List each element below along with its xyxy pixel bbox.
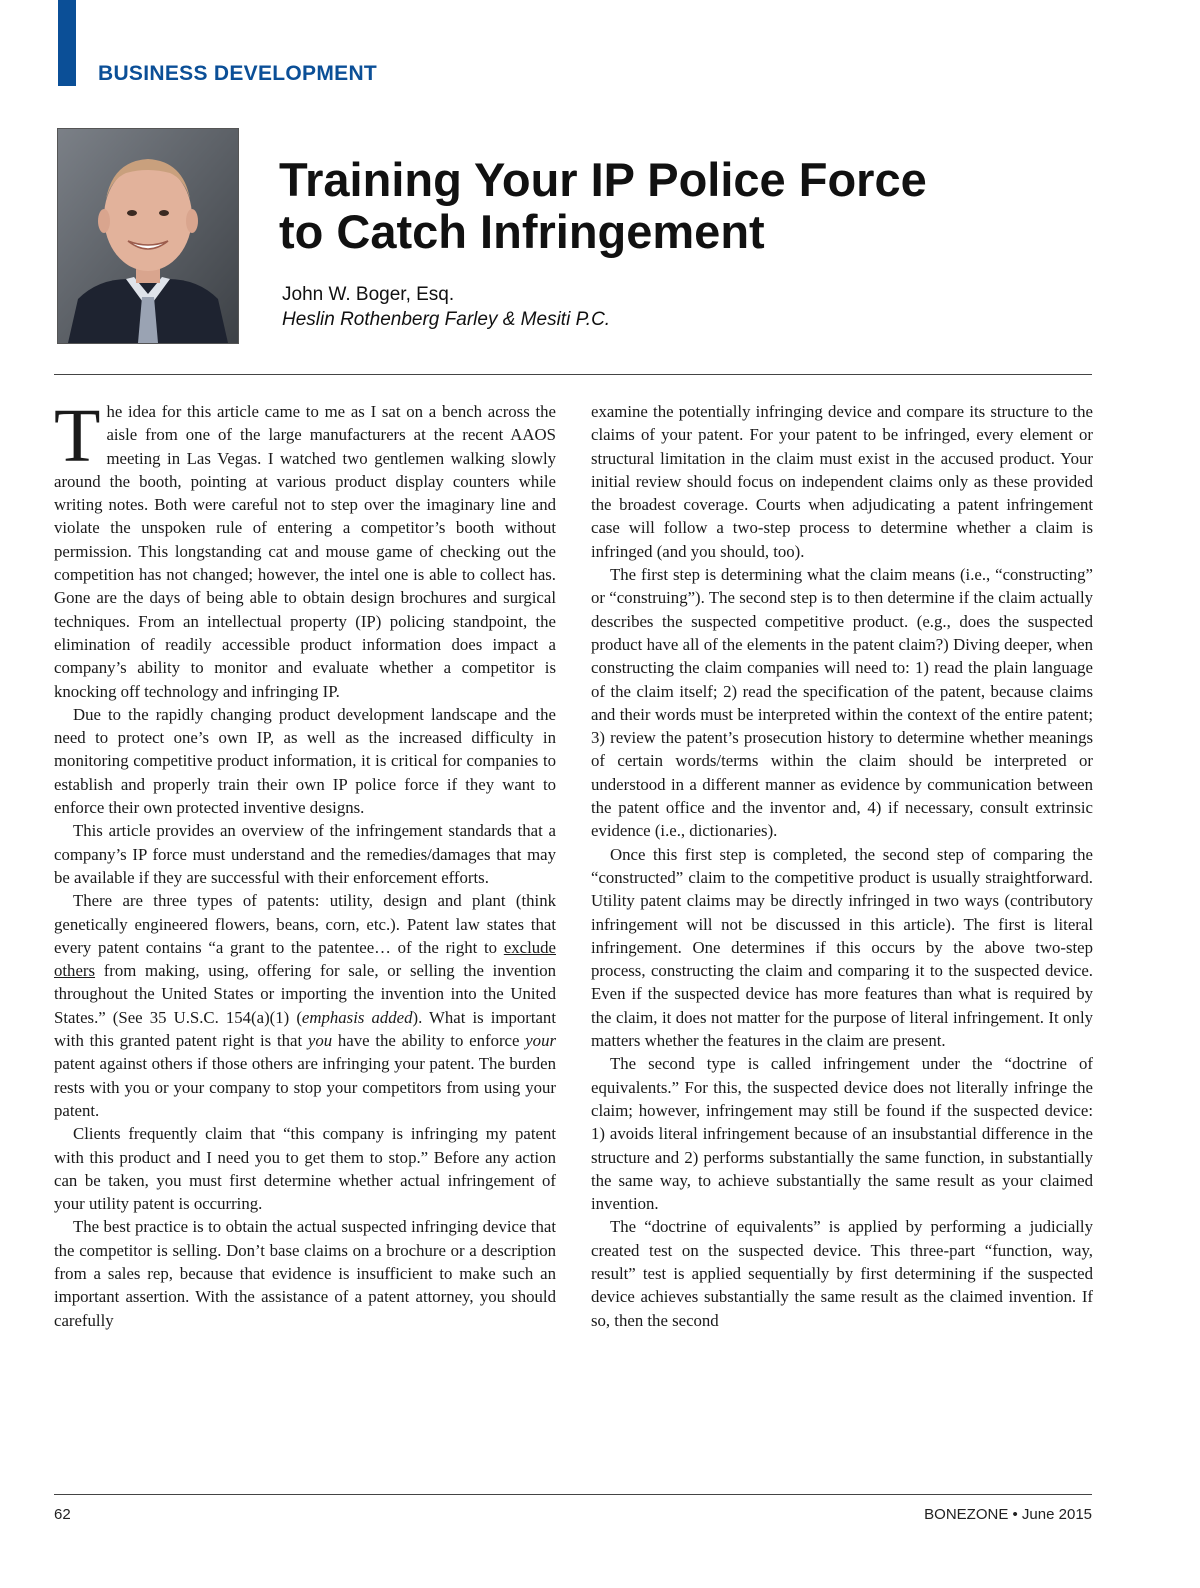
paragraph: Clients frequently claim that “this company is infringing my patent with this product and I need you to get them to stop.” Before any action can be taken, you must first determine whether actual infringement of your utility patent is occurring.	[54, 1124, 556, 1214]
right-column	[591, 400, 1093, 1332]
paragraph-text: There are three types of patents: utility, design and plant (think genetically engineered flowers, beans, corn, etc.). Patent law states that every patent contains “a grant to the patentee… of the right to	[54, 891, 556, 957]
paragraph-text: patent against others if those others are infringing your patent. The burden rests with you or your company to stop your competitors from using your patent.	[54, 1054, 556, 1120]
publication-info: BONEZONE • June 2015	[924, 1506, 1092, 1523]
left-column	[54, 394, 556, 1332]
byline	[282, 282, 610, 332]
italic-text: you	[307, 1031, 333, 1051]
section-accent-bar	[58, 0, 76, 86]
header-divider	[54, 374, 1092, 375]
paragraph: The “doctrine of equivalents” is applied by performing a judicially created test on the suspected device. This three-part “function, way, result” test is applied sequentially by first determining if the suspected device achieves substantially the same result as the claimed invention. If so, then the second	[591, 1217, 1093, 1330]
paragraph	[54, 394, 556, 703]
title-line-2: to Catch Infringement	[279, 205, 765, 258]
underlined-text: exclude others	[54, 937, 556, 981]
italic-text: your	[525, 1031, 556, 1051]
paragraph	[54, 889, 556, 1122]
footer-divider	[54, 1494, 1092, 1495]
paragraph: This article provides an overview of the infringement standards that a company’s IP force must understand and the remedies/damages that may be available if they are successful with their enforcement efforts.	[54, 821, 556, 887]
drop-cap: T	[54, 394, 101, 478]
paragraph-text: from making, using, offering for sale, or selling the invention throughout the United States or importing the invention into the United States.” (See 35 U.S.C. 154(a)(1) (	[54, 961, 556, 1027]
paragraph: The first step is determining what the claim means (i.e., “constructing” or “construing”). The second step is to then determine if the claim actually describes the suspected competitive product. (e.g., does the suspected product have all of the elements in the patent claim?) Diving deeper, when constructing the claim companies will need to: 1) read the plain language of the claim itself; 2) read the specification of the patent, because claims and their words must be interpreted within the context of the entire patent; 3) review the patent’s prosecution history to determine whether meanings of certain words/terms within the claim should be interpreted or understood in a different manner as evidence by communication between the patent office and the inventor and, 4) if necessary, consult extrinsic evidence (i.e., dictionaries).	[591, 565, 1093, 841]
paragraph: Due to the rapidly changing product development landscape and the need to protect one’s own IP, as well as the increased difficulty in monitoring competitive product information, it is critical for companies to establish and properly train their own IP police force if they want to enforce their own protected inventive designs.	[54, 704, 556, 818]
paragraph: The best practice is to obtain the actual suspected infringing device that the competitor is selling. Don’t base claims on a brochure or a description from a sales rep, because that evidence is insufficient to make such an important assertion. With the assistance of a patent attorney, you should carefully	[54, 1217, 556, 1330]
author-firm: Heslin Rothenberg Farley & Mesiti P.C.	[282, 309, 611, 330]
paragraph-text: ). What is important with this granted patent right is that	[54, 1007, 556, 1051]
paragraph: Once this first step is completed, the second step of comparing the “constructed” claim to the competitive product is usually straightforward. Utility patent claims may be directly infringed in two ways (contributory infringement will not be discussed in this article). The first is literal infringement. One determines if this occurs by the above two-step process, constructing the claim and comparing it to the suspected device. Even if the suspected device has more features than what is required by the claim, it does not matter for the purpose of literal infringement. It only matters whether the features in the claim are present.	[591, 844, 1093, 1051]
paragraph-text: have the ability to enforce	[332, 1031, 526, 1051]
paragraph-text: he idea for this article came to me as I sat on a bench across the aisle from one of the large manufacturers at the recent AAOS meeting in Las Vegas. I watched two gentlemen walking slowly around the booth, pointing at various product display counters while writing notes. Both were careful not to step over the imaginary line and violate the unspoken rule of entering a competitor’s booth without permission. This longstanding cat and mouse game of checking out the competition has not changed; however, the intel one is able to collect has. Gone are the days of being able to obtain design brochures and surgical techniques. From an intellectual property (IP) policing standpoint, the elimination of readily accessible product information does impact a company’s ability to monitor and evaluate whether a competitor is knocking off technology and infringing IP.	[54, 402, 556, 701]
title-line-1: Training Your IP Police Force	[279, 153, 927, 206]
author-photo	[57, 128, 239, 344]
article-title	[279, 154, 1139, 258]
author-name: John W. Boger, Esq.	[282, 284, 455, 305]
italic-text: emphasis added	[301, 1007, 413, 1027]
section-label: BUSINESS DEVELOPMENT	[98, 62, 378, 85]
paragraph: examine the potentially infringing device and compare its structure to the claims of your patent. For your patent to be infringed, every element or structural limitation in the claim must exist in the accused product. Your initial review should focus on independent claims only as these provided the broadest coverage. Courts when adjudicating a patent infringement case will follow a two-step process to determine whether a claim is infringed (and you should, too).	[591, 402, 1093, 561]
paragraph: The second type is called infringement under the “doctrine of equivalents.” For this, the suspected device does not literally infringe the claim; however, infringement may still be found if the suspected device: 1) avoids literal infringement because of an insubstantial difference in the structure and 2) performs substantially the same function, in substantially the same way, to achieve substantially the same result as your claimed invention.	[591, 1054, 1093, 1214]
page-number: 62	[54, 1506, 71, 1523]
